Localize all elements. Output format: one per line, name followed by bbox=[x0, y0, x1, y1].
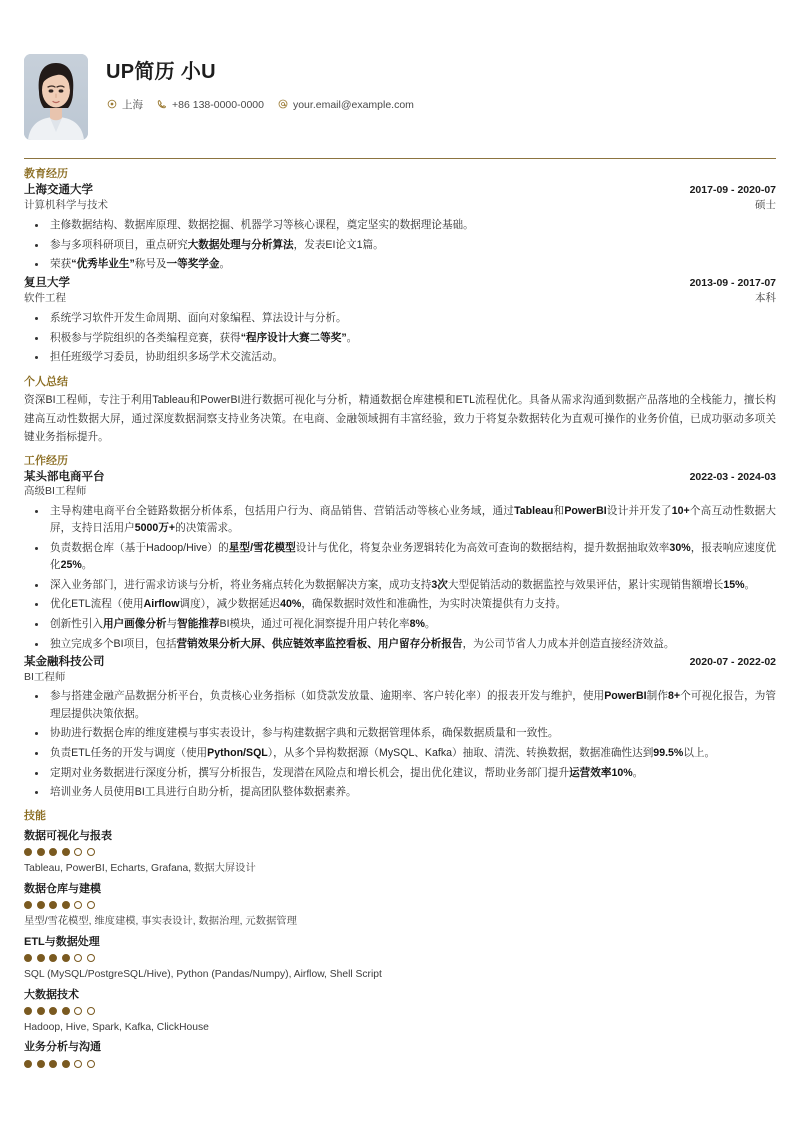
location-icon bbox=[106, 99, 118, 110]
page-title: UP简历 小U bbox=[106, 61, 216, 83]
skill-rating-dot bbox=[49, 848, 57, 856]
list-item: 主修数据结构、数据库原理、数据挖掘、机器学习等核心课程，奠定坚实的数据理论基础。 bbox=[24, 217, 776, 234]
skill-block bbox=[24, 882, 776, 930]
section-title-summary: 个人总结 bbox=[24, 375, 68, 388]
education-org: 复旦大学 bbox=[24, 276, 70, 289]
skill-keywords: Hadoop, Hive, Spark, Kafka, ClickHouse bbox=[24, 1021, 209, 1033]
skill-rating-dot bbox=[87, 901, 95, 909]
list-item: 负责数据仓库（基于Hadoop/Hive）的星型/雪花模型设计与优化，将复杂业务逻辑转化为高效可查询的数据结构，提升数据抽取效率30%，报表响应速度优化25%。 bbox=[24, 540, 776, 574]
skill-block bbox=[24, 988, 776, 1036]
list-item: 参与多项科研项目，重点研究大数据处理与分析算法，发表EI论文1篇。 bbox=[24, 237, 776, 254]
education-major: 计算机科学与技术 bbox=[24, 199, 108, 212]
work-entry bbox=[24, 655, 776, 801]
skill-rating-dot bbox=[24, 1007, 32, 1015]
skill-block bbox=[24, 1040, 776, 1067]
skill-rating bbox=[24, 901, 776, 909]
skill-rating-dot bbox=[49, 901, 57, 909]
list-item: 优化ETL流程（使用Airflow调度），减少数据延迟40%，确保数据时效性和准确性，为实时决策提供有力支持。 bbox=[24, 596, 776, 613]
skill-name: 业务分析与沟通 bbox=[24, 1041, 101, 1054]
skill-keywords: 星型/雪花模型, 维度建模, 事实表设计, 数据治理, 元数据管理 bbox=[24, 916, 297, 928]
skill-rating-dot bbox=[87, 1007, 95, 1015]
skill-rating bbox=[24, 1007, 776, 1015]
list-item: 积极参与学院组织的各类编程竞赛，获得“程序设计大赛二等奖”。 bbox=[24, 330, 776, 347]
contact-location bbox=[106, 97, 143, 112]
skill-rating bbox=[24, 848, 776, 856]
resume-header bbox=[24, 0, 776, 140]
work-date: 2022-03 - 2024-03 bbox=[689, 470, 776, 483]
skill-rating-dot bbox=[24, 848, 32, 856]
skill-rating-dot bbox=[24, 901, 32, 909]
skill-rating-dot bbox=[24, 954, 32, 962]
skill-rating-dot bbox=[49, 1007, 57, 1015]
work-date: 2020-07 - 2022-02 bbox=[689, 656, 776, 669]
work-bullets bbox=[24, 688, 776, 801]
header-divider bbox=[24, 158, 776, 159]
skill-rating-dot bbox=[62, 901, 70, 909]
skill-rating-dot bbox=[49, 1060, 57, 1068]
section-summary bbox=[24, 376, 776, 446]
section-education bbox=[24, 168, 776, 367]
header-text bbox=[106, 54, 776, 112]
work-company: 某金融科技公司 bbox=[24, 656, 105, 669]
skill-rating-dot bbox=[37, 901, 45, 909]
skills-list bbox=[24, 829, 776, 1068]
work-bullets bbox=[24, 503, 776, 653]
list-item: 独立完成多个BI项目，包括营销效果分析大屏、供应链效率监控看板、用户留存分析报告，为公司节省人力成本并创造直接经济效益。 bbox=[24, 636, 776, 653]
education-degree: 硕士 bbox=[755, 199, 776, 212]
list-item: 培训业务人员使用BI工具进行自助分析，提高团队整体数据素养。 bbox=[24, 784, 776, 801]
education-entry bbox=[24, 183, 776, 274]
section-title-work: 工作经历 bbox=[24, 455, 68, 467]
phone-icon bbox=[156, 99, 168, 110]
skill-rating-dot bbox=[74, 901, 82, 909]
contact-phone bbox=[156, 99, 264, 111]
education-entry bbox=[24, 276, 776, 367]
section-title-skills: 技能 bbox=[24, 810, 46, 823]
list-item: 创新性引入用户画像分析与智能推荐BI模块，通过可视化洞察提升用户转化率8%。 bbox=[24, 616, 776, 633]
contact-email-value: your.email@example.com bbox=[292, 98, 414, 111]
section-work bbox=[24, 455, 776, 801]
skill-rating-dot bbox=[62, 1060, 70, 1068]
skill-rating-dot bbox=[62, 1007, 70, 1015]
skill-rating-dot bbox=[74, 954, 82, 962]
skill-rating bbox=[24, 1060, 776, 1068]
list-item: 荣获“优秀毕业生”称号及一等奖学金。 bbox=[24, 256, 776, 273]
education-bullets bbox=[24, 310, 776, 366]
skill-rating-dot bbox=[37, 1060, 45, 1068]
education-date: 2017-09 - 2020-07 bbox=[689, 183, 776, 196]
skill-rating-dot bbox=[87, 954, 95, 962]
skill-rating-dot bbox=[37, 954, 45, 962]
skill-block bbox=[24, 935, 776, 983]
list-item: 主导构建电商平台全链路数据分析体系，包括用户行为、商品销售、营销活动等核心业务域，通过Tableau和PowerBI设计并开发了10+个高互动性数据大屏，支持日活用户5000万+的决策需求。 bbox=[24, 503, 776, 537]
skill-rating-dot bbox=[74, 848, 82, 856]
work-company: 某头部电商平台 bbox=[24, 470, 105, 483]
skill-rating bbox=[24, 954, 776, 962]
skill-name: ETL与数据处理 bbox=[24, 935, 100, 948]
work-title: 高级BI工程师 bbox=[24, 485, 87, 498]
skill-name: 大数据技术 bbox=[24, 988, 79, 1001]
education-bullets bbox=[24, 217, 776, 273]
skill-rating-dot bbox=[37, 848, 45, 856]
email-icon bbox=[277, 99, 289, 110]
education-major: 软件工程 bbox=[24, 292, 66, 305]
skill-keywords: SQL (MySQL/PostgreSQL/Hive), Python (Pandas/Numpy), Airflow, Shell Script bbox=[24, 969, 382, 981]
skill-block bbox=[24, 829, 776, 877]
summary-text: 资深BI工程师，专注于利用Tableau和PowerBI进行数据可视化与分析，精通数据仓库建模和ETL流程优化。具备从需求沟通到数据产品落地的全栈能力，擅长构建高互动性数据大屏，通过深度数据洞察支持业务决策。在电商、金融领域拥有丰富经验，致力于将复杂数据转化为直观可操作的业务价值，已成功驱动多项关键业务指标提升。 bbox=[24, 394, 776, 443]
skill-rating-dot bbox=[24, 1060, 32, 1068]
skill-rating-dot bbox=[74, 1007, 82, 1015]
list-item: 定期对业务数据进行深度分析，撰写分析报告，发现潜在风险点和增长机会，提出优化建议，帮助业务部门提升运营效率10%。 bbox=[24, 765, 776, 782]
education-org: 上海交通大学 bbox=[24, 183, 93, 196]
education-date: 2013-09 - 2017-07 bbox=[689, 276, 776, 289]
contact-location-value: 上海 bbox=[122, 99, 143, 111]
list-item: 负责ETL任务的开发与调度（使用Python/SQL），从多个异构数据源（MySQL、Kafka）抽取、清洗、转换数据，数据准确性达到99.5%以上。 bbox=[24, 745, 776, 762]
skill-rating-dot bbox=[49, 954, 57, 962]
list-item: 深入业务部门，进行需求访谈与分析，将业务痛点转化为数据解决方案，成功支持3次大型促销活动的数据监控与效果评估，累计实现销售额增长15%。 bbox=[24, 577, 776, 594]
section-title-education: 教育经历 bbox=[24, 168, 68, 180]
skill-rating-dot bbox=[37, 1007, 45, 1015]
list-item: 协助进行数据仓库的维度建模与事实表设计，参与构建数据字典和元数据管理体系，确保数据质量和一致性。 bbox=[24, 725, 776, 742]
section-skills bbox=[24, 810, 776, 1067]
skill-rating-dot bbox=[62, 848, 70, 856]
skill-rating-dot bbox=[74, 1060, 82, 1068]
contact-phone-value: +86 138-0000-0000 bbox=[172, 98, 264, 111]
skill-keywords: Tableau, PowerBI, Echarts, Grafana, 数据大屏设计 bbox=[24, 863, 256, 875]
work-title: BI工程师 bbox=[24, 670, 66, 683]
contact-list bbox=[106, 97, 776, 112]
list-item: 参与搭建金融产品数据分析平台，负责核心业务指标（如贷款发放量、逾期率、客户转化率）的报表开发与维护，使用PowerBI制作8+个可视化报告，为管理层提供决策依据。 bbox=[24, 688, 776, 722]
skill-rating-dot bbox=[87, 1060, 95, 1068]
education-degree: 本科 bbox=[755, 292, 776, 305]
work-entry bbox=[24, 470, 776, 653]
skill-rating-dot bbox=[87, 848, 95, 856]
contact-email bbox=[277, 99, 414, 111]
avatar bbox=[24, 54, 88, 140]
list-item: 系统学习软件开发生命周期、面向对象编程、算法设计与分析。 bbox=[24, 310, 776, 327]
list-item: 担任班级学习委员，协助组织多场学术交流活动。 bbox=[24, 349, 776, 366]
skill-name: 数据可视化与报表 bbox=[24, 830, 112, 843]
skill-rating-dot bbox=[62, 954, 70, 962]
skill-name: 数据仓库与建模 bbox=[24, 882, 101, 895]
